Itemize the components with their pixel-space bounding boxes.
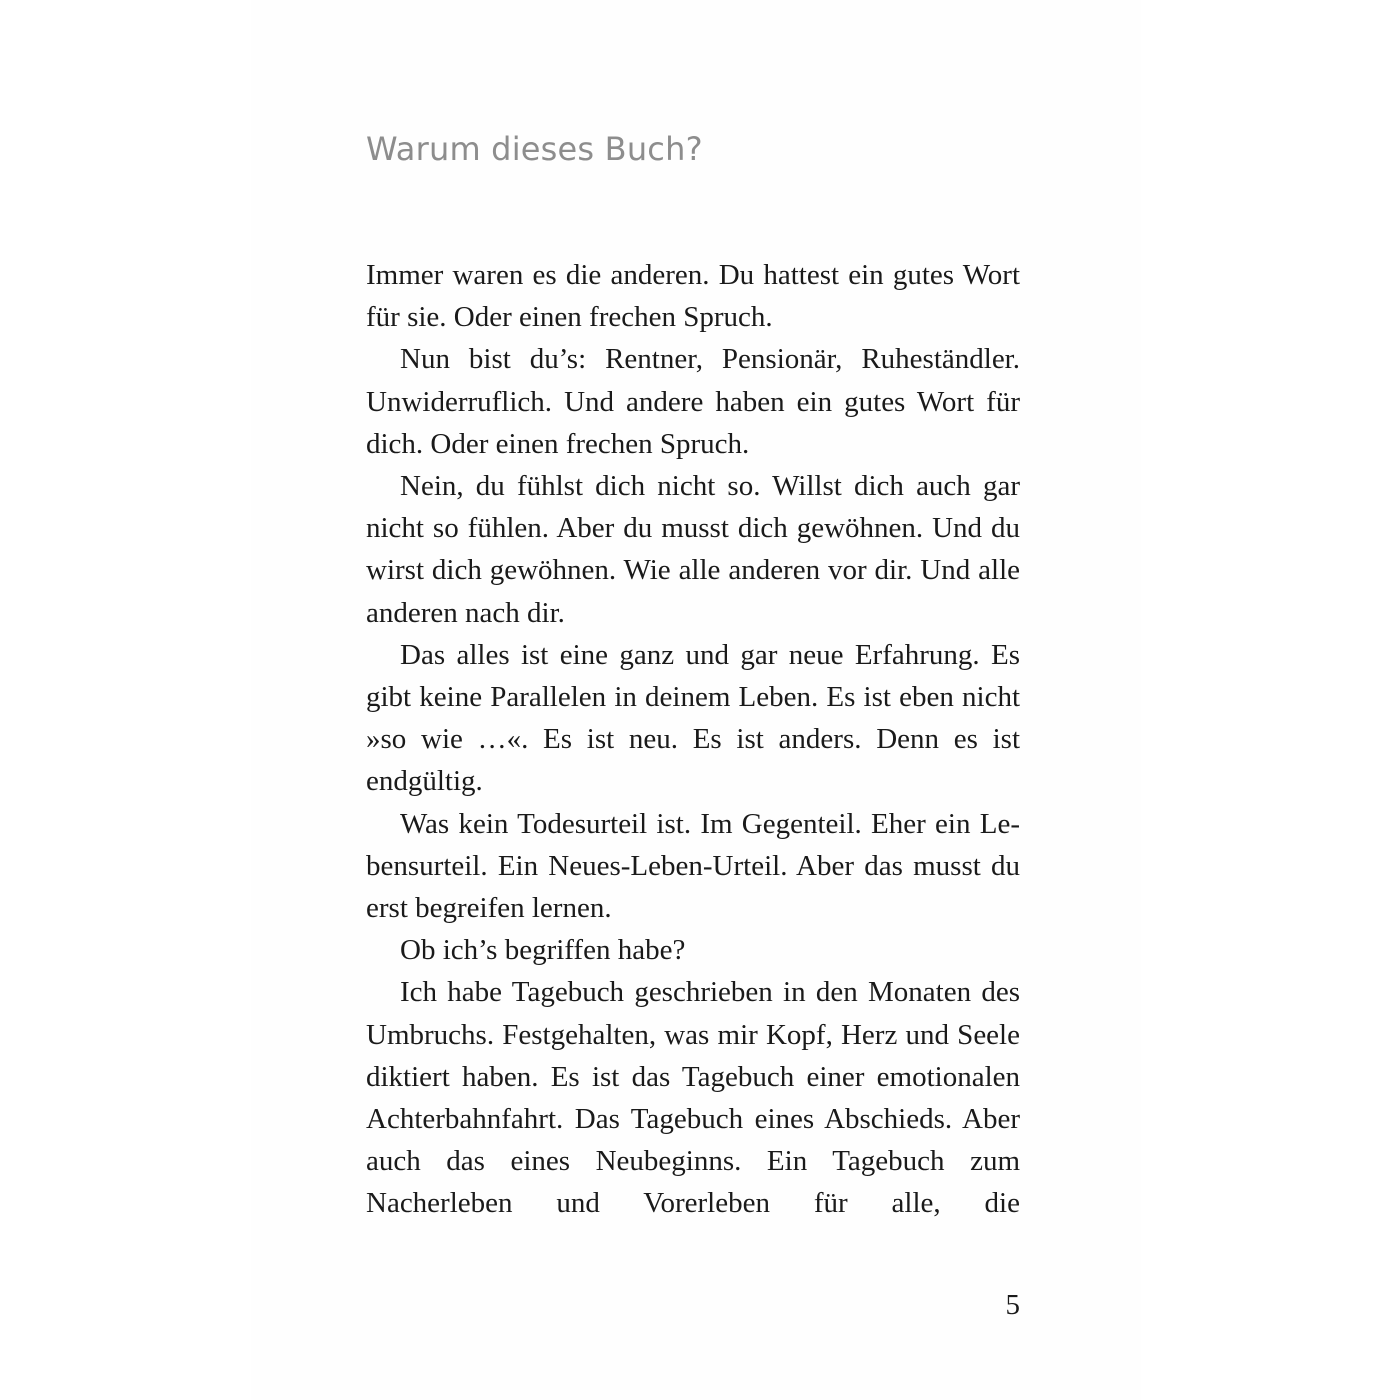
paragraph-2: Nun bist du’s: Rentner, Pensionär, Ruheständler. Unwiderruflich. Und andere haben ein gutes Wort für dich. Oder einen frechen Spruch. xyxy=(366,343,1020,460)
paragraph-3: Nein, du fühlst dich nicht so. Willst dich auch gar nicht so fühlen. Aber du musst dich gewöhnen. Und du wirst dich gewöhnen. Wie alle anderen vor dir. Und alle anderen nach dir. xyxy=(366,470,1020,629)
paragraph-1: Immer waren es die anderen. Du hattest ein gutes Wort für sie. Oder einen frechen Spruch. xyxy=(366,259,1020,334)
paragraph-6: Ob ich’s begriffen habe? xyxy=(400,934,686,967)
paragraph-5: Was kein Todesurteil ist. Im Gegenteil. Eher ein Lebensurteil. Ein Neues-Leben-Urteil. Aber das musst du erst begreifen lernen. xyxy=(366,807,1020,925)
paragraph-4: Das alles ist eine ganz und gar neue Erfahrung. Es gibt keine Parallelen in deinem Leben. Es ist eben nicht »so wie …«. Es ist neu. Es ist anders. Denn es ist endgültig. xyxy=(366,638,1020,798)
paragraph-7: Ich habe Tagebuch geschrieben in den Monaten des Umbruchs. Festgehalten, was mir Kopf, Herz und Seele diktiert haben. Es ist das Tagebuch einer emotionalen Achterbahnfahrt. Das Tagebuch eines Abschieds. Aber auch das eines Neubeginns. Ein Tagebuch zum Nacherleben und Vorerleben für alle, die xyxy=(366,976,1020,1220)
page-number: 5 xyxy=(1005,1289,1020,1321)
chapter-title: Warum dieses Buch? xyxy=(366,130,703,168)
body-text xyxy=(366,254,1020,1225)
